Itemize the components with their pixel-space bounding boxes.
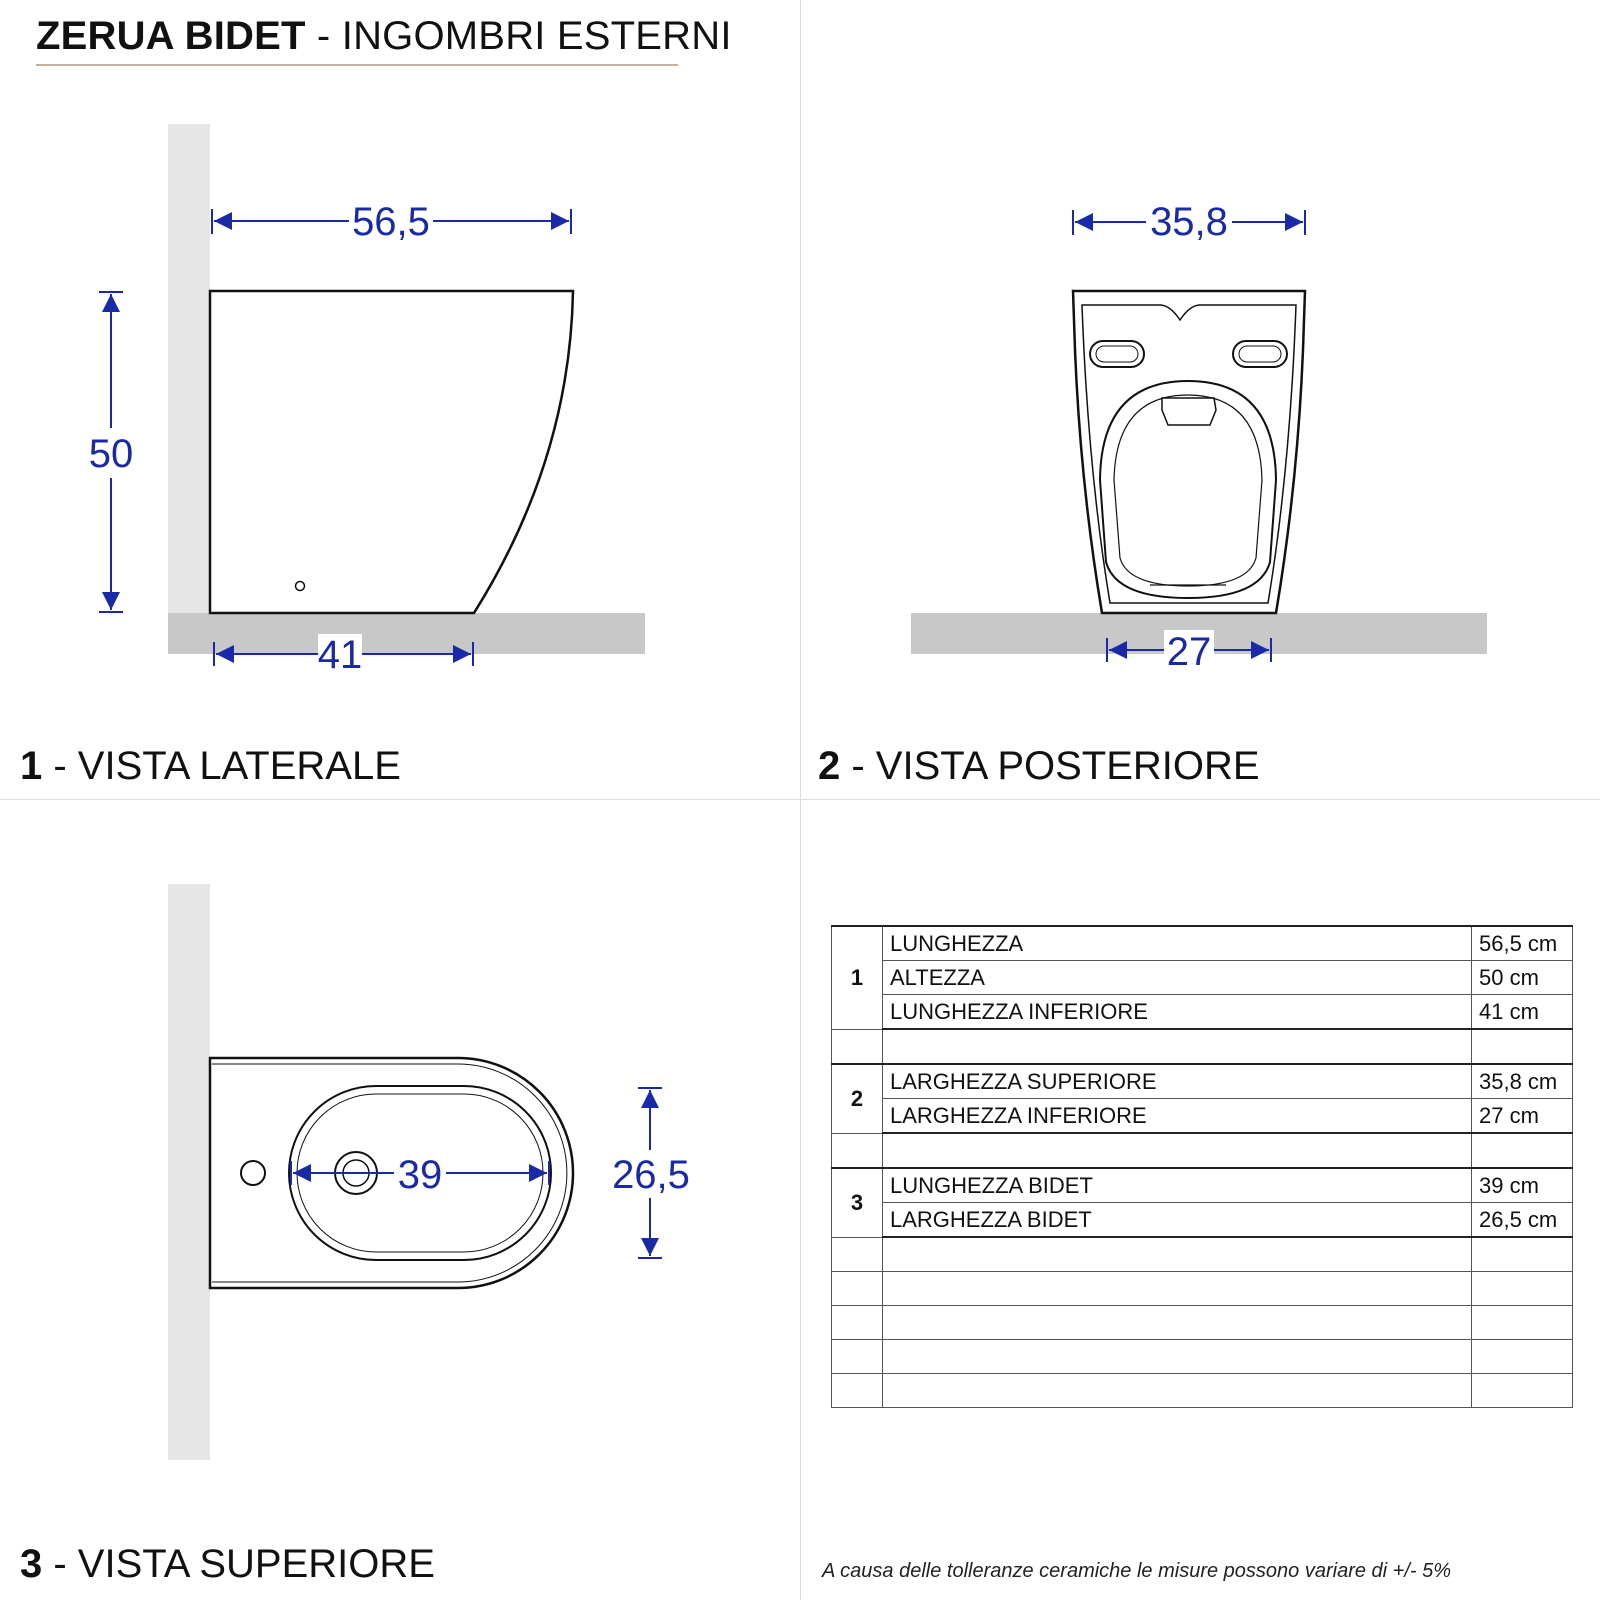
table-row-empty	[832, 1272, 1573, 1306]
view-number: 2	[818, 744, 841, 788]
table-row-empty	[832, 1029, 1573, 1064]
title-separator: -	[305, 14, 342, 58]
spec-label: LUNGHEZZA	[883, 926, 1472, 961]
spec-label: ALTEZZA	[883, 961, 1472, 995]
spec-label: LARGHEZZA INFERIORE	[883, 1099, 1472, 1134]
spec-value: 35,8 cm	[1472, 1064, 1573, 1099]
group-id: 2	[832, 1064, 883, 1133]
rear-top-width-label: 35,8	[1150, 200, 1228, 244]
spec-value: 27 cm	[1472, 1099, 1573, 1134]
spec-value: 41 cm	[1472, 995, 1573, 1030]
table-row	[832, 1099, 1573, 1134]
view-title: VISTA SUPERIORE	[77, 1542, 435, 1586]
product-name: ZERUA BIDET	[36, 14, 306, 58]
rear-view-drawing	[911, 198, 1487, 674]
table-row-empty	[832, 1374, 1573, 1408]
side-view-drawing	[86, 124, 645, 677]
rear-bottom-width-label: 27	[1166, 630, 1212, 674]
view-title: VISTA POSTERIORE	[875, 744, 1260, 788]
table-row	[832, 995, 1573, 1030]
side-bottom-length-label: 41	[317, 633, 363, 677]
spec-label: LARGHEZZA SUPERIORE	[883, 1064, 1472, 1099]
top-view-drawing	[168, 884, 696, 1460]
table-row	[832, 1203, 1573, 1238]
spec-value: 56,5 cm	[1472, 926, 1573, 961]
view-label-3: 3 - VISTA SUPERIORE	[20, 1542, 435, 1586]
table-row	[832, 926, 1573, 961]
tolerance-footnote: A causa delle tolleranze ceramiche le misure possono variare di +/- 5%	[822, 1560, 1452, 1582]
table-row-empty	[832, 1306, 1573, 1340]
group-id: 3	[832, 1168, 883, 1237]
side-floor	[168, 613, 645, 654]
view-number: 1	[20, 744, 43, 788]
spec-label: LARGHEZZA BIDET	[883, 1203, 1472, 1238]
table-row	[832, 961, 1573, 995]
top-wall	[168, 884, 210, 1460]
view-label-2: 2 - VISTA POSTERIORE	[818, 744, 1260, 788]
side-length-label: 56,5	[352, 200, 430, 244]
view-label-1: 1 - VISTA LATERALE	[20, 744, 401, 788]
spec-value: 50 cm	[1472, 961, 1573, 995]
top-length-label: 39	[397, 1153, 443, 1197]
spec-value: 39 cm	[1472, 1168, 1573, 1203]
spec-label: LUNGHEZZA BIDET	[883, 1168, 1472, 1203]
side-hole	[296, 582, 305, 591]
side-wall	[168, 124, 210, 654]
table-row	[832, 1064, 1573, 1099]
title-subtitle: INGOMBRI ESTERNI	[341, 14, 732, 58]
side-bidet-outline	[210, 291, 573, 613]
top-width-label: 26,5	[612, 1153, 690, 1197]
table-row-empty	[832, 1133, 1573, 1168]
dimensions-table	[831, 925, 1573, 1408]
side-height-label: 50	[88, 432, 134, 476]
view-title: VISTA LATERALE	[77, 744, 401, 788]
table-row	[832, 1168, 1573, 1203]
view-number: 3	[20, 1542, 43, 1586]
top-tap-hole	[241, 1161, 265, 1185]
spec-label: LUNGHEZZA INFERIORE	[883, 995, 1472, 1030]
spec-value: 26,5 cm	[1472, 1203, 1573, 1238]
group-id: 1	[832, 926, 883, 1029]
table-row-empty	[832, 1340, 1573, 1374]
table-row-empty	[832, 1237, 1573, 1272]
